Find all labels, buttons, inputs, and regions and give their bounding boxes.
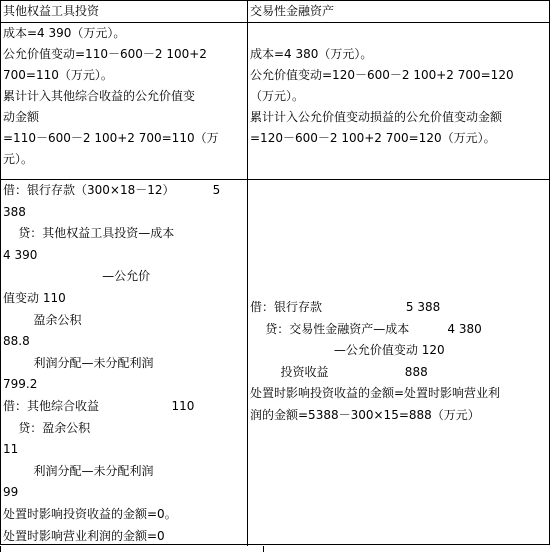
text-line: 累计计入其他综合收益的公允价值变	[3, 89, 196, 103]
text-line: 处置时影响投资收益的金额=处置时影响营业利	[250, 386, 501, 401]
text-line: 投资收益 888	[250, 364, 428, 379]
text-line: 借：其他综合收益 110	[3, 398, 195, 413]
text-line: 处置时影响投资收益的金额=0。	[3, 506, 177, 521]
text-line: 成本=4 380（万元）。	[250, 47, 373, 61]
header-cell-left	[3, 1, 245, 22]
text-line: 4 390	[3, 247, 38, 262]
header-cell-right	[250, 1, 548, 22]
row1-cell-right	[250, 44, 548, 179]
table-bottom-fragment	[0, 546, 550, 552]
fragment-line	[263, 546, 264, 552]
header-left-text: 其他权益工具投资	[3, 4, 100, 18]
text-line: （万元）。	[250, 89, 305, 103]
column-divider	[247, 1, 248, 546]
text-line: 利润分配—未分配利润	[3, 355, 154, 370]
text-line: 润的金额=5388－300×15=888（万元）	[250, 407, 480, 422]
text-line: 值变动 110	[3, 290, 66, 305]
text-line: 88.8	[3, 334, 30, 349]
text-line: 利润分配—未分配利润	[3, 463, 154, 478]
row2-cell-left	[3, 180, 245, 545]
text-line: 动金额	[3, 110, 40, 124]
text-line: 799.2	[3, 377, 38, 392]
text-line: 成本=4 390（万元）。	[3, 26, 126, 40]
text-line: 累计计入公允价值变动损益的公允价值变动金额	[250, 110, 503, 124]
row1-cell-left	[3, 23, 245, 179]
fragment-line	[0, 546, 1, 552]
text-line: 贷：交易性金融资产—成本 4 380	[250, 321, 482, 336]
text-line: 388	[3, 204, 26, 219]
header-right-text: 交易性金融资产	[250, 4, 335, 18]
text-line: —公允价	[3, 269, 151, 284]
text-line: 元）。	[3, 152, 34, 166]
text-line: =120－600－2 100+2 700=120（万元）。	[250, 131, 496, 145]
text-line: 700=110（万元）。	[3, 68, 113, 82]
text-line: 贷：盈余公积	[3, 420, 91, 435]
text-line: 盈余公积	[3, 312, 82, 327]
text-line: 99	[3, 485, 19, 500]
row2-cell-right	[250, 297, 548, 429]
text-line: 公允价值变动=110－600－2 100+2	[3, 47, 207, 61]
text-line: 借：银行存款 5 388	[250, 300, 441, 314]
text-line: —公允价值变动 120	[250, 343, 445, 358]
text-line: 借：银行存款（300×18－12） 5	[3, 183, 221, 197]
text-line: 公允价值变动=120－600－2 100+2 700=120	[250, 68, 514, 82]
text-line: 处置时影响营业利润的金额=0	[3, 528, 165, 543]
text-line: 11	[3, 442, 19, 457]
text-line: =110－600－2 100+2 700=110（万	[3, 131, 219, 145]
text-line: 贷：其他权益工具投资—成本	[3, 226, 175, 241]
